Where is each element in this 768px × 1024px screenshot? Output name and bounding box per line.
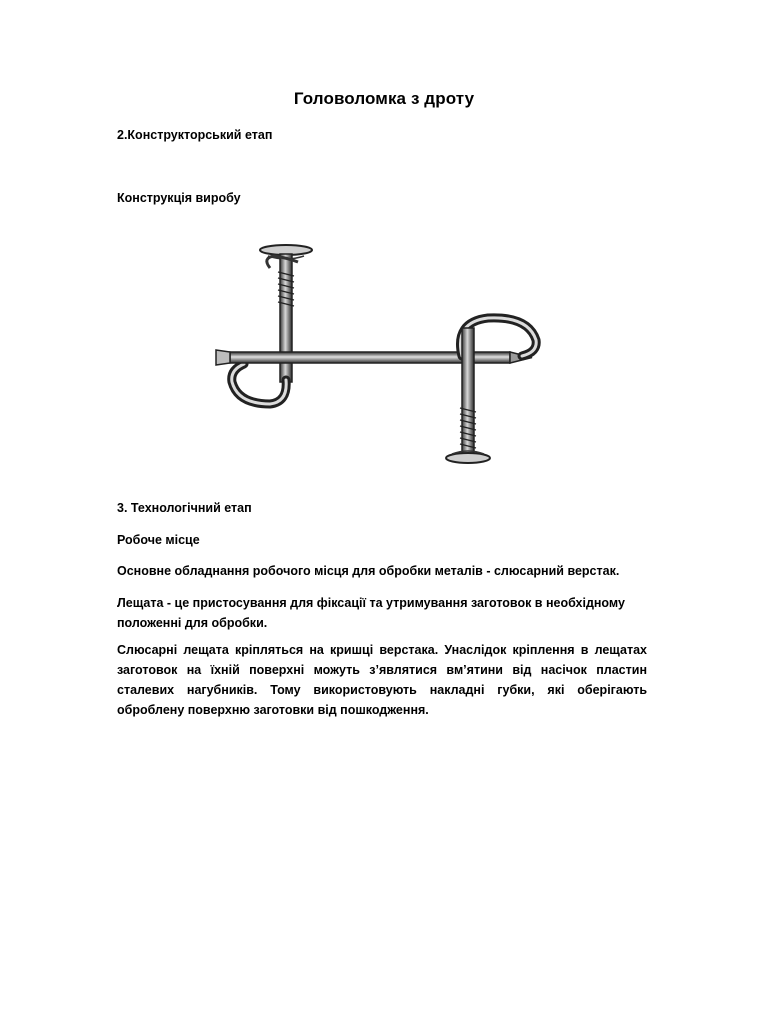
construction-label: Конструкція виробу [117, 191, 241, 205]
paragraph-vise-mounting: Слюсарні лещата кріпляться на кришці верстака. Унаслідок кріплення в лещатах заготовок на їхній поверхні можуть з’являтися вм’ятини від насічок пластин сталевих нагубників. Тому використовують накладні губки, які оберігають оброблену поверхню заготовки від пошкодження. [117, 643, 647, 717]
paragraph-vise-definition: Лещата - це пристосування для фіксації та утримування заготовок в необхідному положенні для обробки. [117, 596, 625, 630]
wire-puzzle-nails-icon [210, 232, 560, 477]
section-heading-technology: 3. Технологічний етап [117, 501, 252, 515]
document-title: Головоломка з дроту [293, 89, 475, 108]
wire-puzzle-illustration [210, 232, 560, 477]
paragraph-workbench: Основне обладнання робочого місця для обробки металів - слюсарний верстак. [117, 564, 620, 578]
workplace-label: Робоче місце [117, 533, 200, 547]
section-heading-design: 2.Конструкторський етап [117, 128, 273, 142]
